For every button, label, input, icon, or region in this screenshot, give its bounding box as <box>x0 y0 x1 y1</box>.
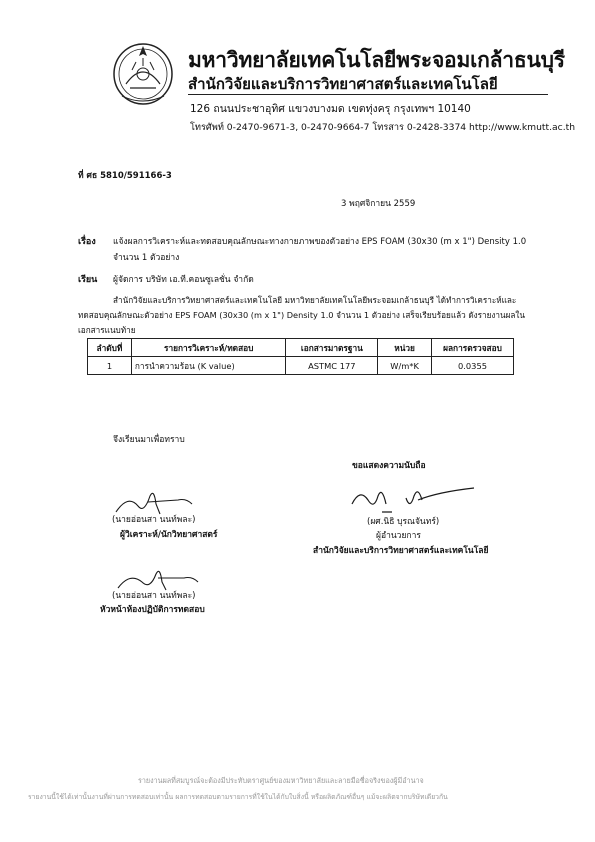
footer-note-2: รายงานนี้ใช้ได้เท่านั้นงานที่ผ่านการทดสอบเท่านั้น ผลการทดสอบตามรายการที่ใช้ในได้กับใบสิ่งนี้ หรือผลิตภัณฑ์อื่นๆ แม้จะผลิตจากบริษัทเดียวกัน <box>28 793 448 801</box>
document-date: 3 พฤศจิกายน 2559 <box>341 199 416 209</box>
lab-head-title: หัวหน้าห้องปฏิบัติการทดสอบ <box>100 605 205 615</box>
table-cell: การนำความร้อน (K value) <box>131 357 286 375</box>
body-line-3: เอกสารแนบท้าย <box>78 325 136 335</box>
closing-regards: ขอแสดงความนับถือ <box>352 461 426 471</box>
table-header-cell: หน่วย <box>378 339 432 357</box>
recipient-label: เรียน <box>78 275 98 285</box>
body-line-1: สำนักวิจัยและบริการวิทยาศาสตร์และเทคโนโลยี มหาวิทยาลัยเทคโนโลยีพระจอมเกล้าธนบุรี ได้ทำการวิเคราะห์และ <box>113 295 517 305</box>
director-org: สำนักวิจัยและบริการวิทยาศาสตร์และเทคโนโลยี <box>313 546 489 556</box>
director-title: ผู้อำนวยการ <box>376 531 421 541</box>
table-cell: W/m*K <box>378 357 432 375</box>
table-header-cell: รายการวิเคราะห์/ทดสอบ <box>131 339 286 357</box>
header-divider <box>188 94 548 95</box>
university-seal <box>112 40 174 106</box>
table-header-cell: เอกสารมาตรฐาน <box>286 339 378 357</box>
footer-note-1: รายงานผลที่สมบูรณ์จะต้องมีประทับตราศูนย์ของมหาวิทยาลัยและลายมือชื่อจริงของผู้มีอำนาจ <box>138 776 424 785</box>
table-header-cell: ลำดับที่ <box>88 339 132 357</box>
director-signature <box>348 482 478 516</box>
document-number: ที่ ศธ 5810/591166-3 <box>78 171 172 181</box>
closing-inform: จึงเรียนมาเพื่อทราบ <box>113 435 185 445</box>
subject-line-1: แจ้งผลการวิเคราะห์และทดสอบคุณลักษณะทางกายภาพของตัวอย่าง EPS FOAM (30x30 (m x 1") Density 1.0 <box>113 237 527 247</box>
subject-label: เรื่อง <box>78 237 96 247</box>
lab-head-name: (นายอ่อนสา นนท์พละ) <box>112 591 196 601</box>
recipient-text: ผู้จัดการ บริษัท เอ.ที.คอนซูเลชั่น จำกัด <box>113 275 254 285</box>
results-table <box>87 338 514 375</box>
table-row <box>88 357 514 375</box>
table-header-cell: ผลการตรวจสอบ <box>431 339 513 357</box>
analyst-name: (นายอ่อนสา นนท์พละ) <box>112 515 196 525</box>
table-cell: ASTMC 177 <box>286 357 378 375</box>
analyst-title: ผู้วิเคราะห์/นักวิทยาศาสตร์ <box>120 530 218 540</box>
contact-line: โทรศัพท์ 0-2470-9671-3, 0-2470-9664-7 โทรสาร 0-2428-3374 http://www.kmutt.ac.th <box>190 122 576 133</box>
table-cell: 0.0355 <box>431 357 513 375</box>
table-cell: 1 <box>88 357 132 375</box>
department-name: สำนักวิจัยและบริการวิทยาศาสตร์และเทคโนโลยี <box>188 75 498 93</box>
body-line-2: ทดสอบคุณลักษณะตัวอย่าง EPS FOAM (30x30 (m x 1") Density 1.0 จำนวน 1 ตัวอย่าง เสร็จเรียบร้อยแล้ว ดังรายงานผลใน <box>78 310 526 320</box>
address-line: 126 ถนนประชาอุทิศ แขวงบางมด เขตทุ่งครุ กรุงเทพฯ 10140 <box>190 103 471 115</box>
university-name: มหาวิทยาลัยเทคโนโลยีพระจอมเกล้าธนบุรี <box>188 48 565 72</box>
subject-line-2: จำนวน 1 ตัวอย่าง <box>113 253 180 263</box>
table-header-row <box>88 339 514 357</box>
director-name: (ผศ.นิธิ บุรณจันทร์) <box>367 517 440 527</box>
